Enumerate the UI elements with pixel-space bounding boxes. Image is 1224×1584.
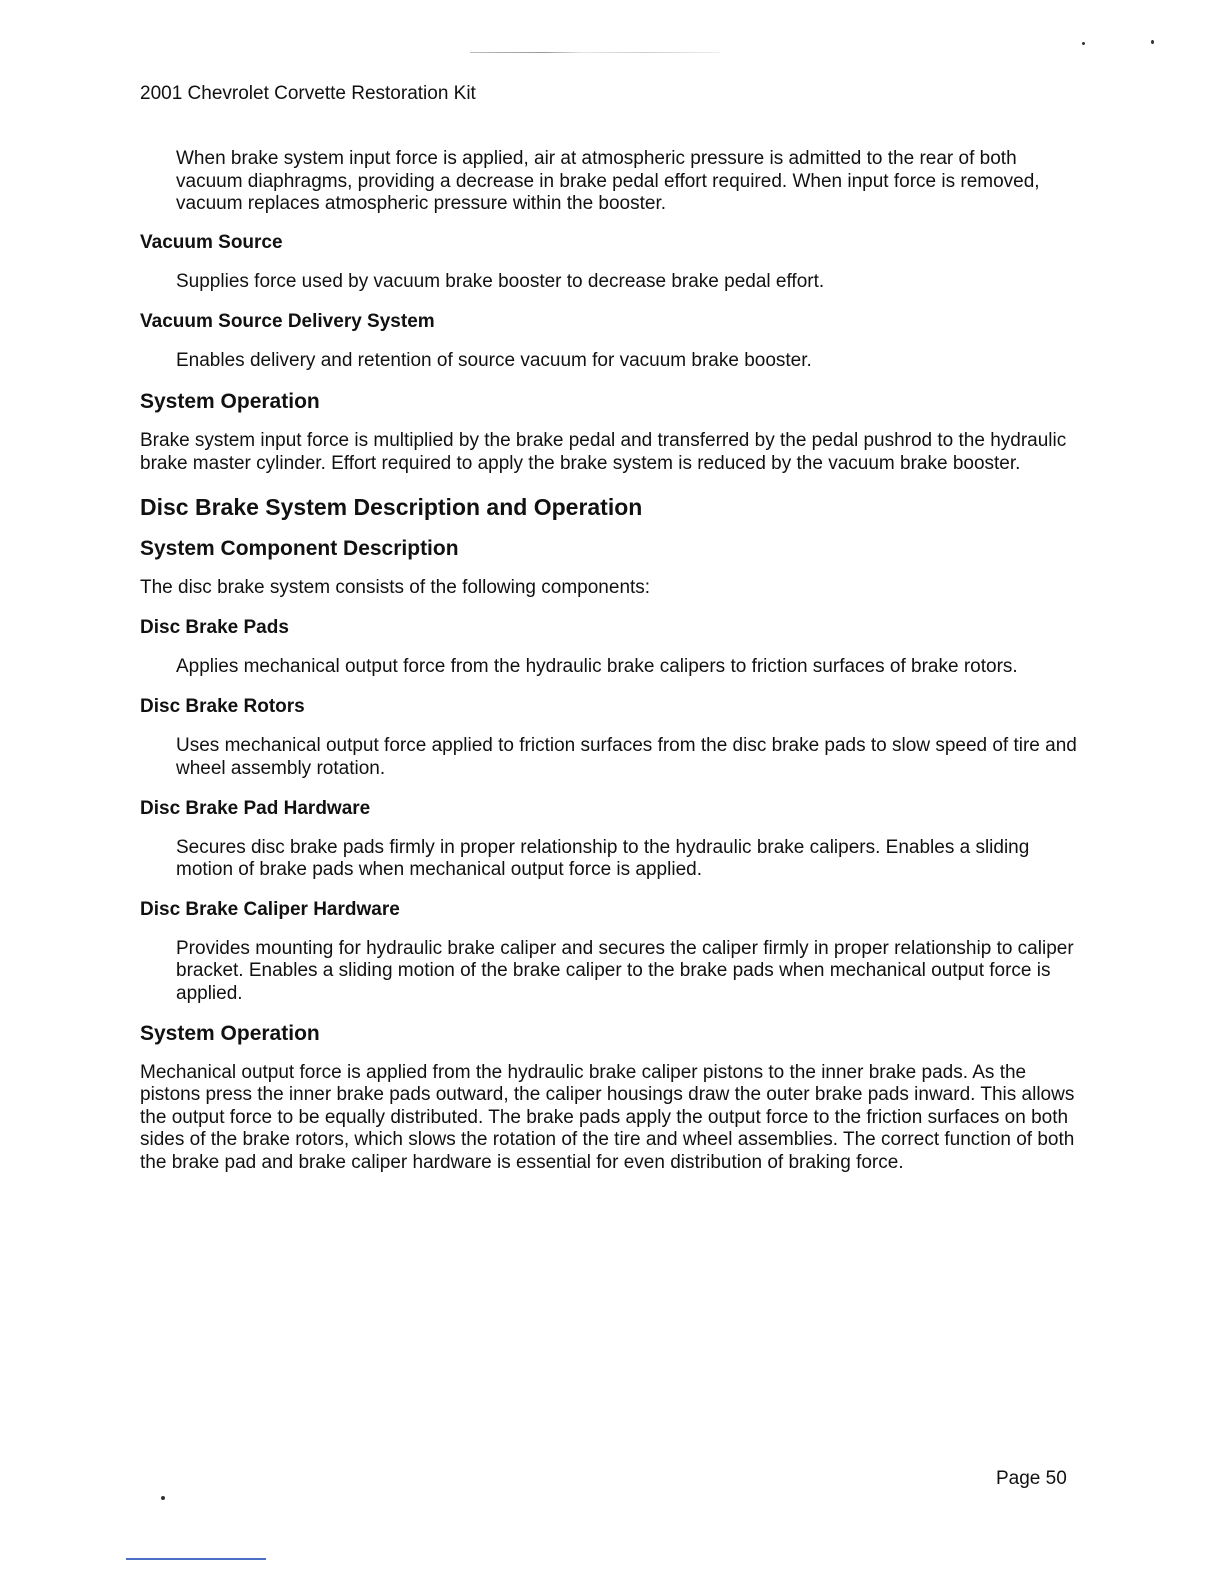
scan-top-line — [470, 52, 720, 53]
paragraph-vacuum-source: Supplies force used by vacuum brake booster to decrease brake pedal effort. — [176, 270, 825, 292]
heading-disc-brake-pads: Disc Brake Pads — [140, 616, 289, 638]
paragraph-vacuum-delivery: Enables delivery and retention of source vacuum for vacuum brake booster. — [176, 350, 812, 372]
heading-system-operation-disc: System Operation — [140, 1021, 320, 1045]
paragraph-system-operation: Brake system input force is multiplied by the brake pedal and transferred by the pedal pushrod to the hydraulic brake master cylinder. Effort required to apply the brake system is reduced by the vacuum brake booster. — [140, 429, 1067, 474]
paragraph-disc-brake-pads: Applies mechanical output force from the hydraulic brake calipers to friction surfaces of brake rotors. — [176, 655, 1018, 677]
paragraph-disc-brake-rotors: Uses mechanical output force applied to friction surfaces from the disc brake pads to slow speed of tire and wheel assembly rotation. — [176, 735, 1077, 779]
paragraph-booster-operation: When brake system input force is applied, air at atmospheric pressure is admitted to the rear of both vacuum diaphragms, providing a decrease in brake pedal effort required. When input force is removed, vacuum replaces atmospheric pressure within the booster. — [176, 148, 1040, 215]
heading-system-component-description: System Component Description — [140, 537, 459, 561]
heading-disc-brake-pad-hardware: Disc Brake Pad Hardware — [140, 797, 371, 819]
page-number: Page 50 — [996, 1468, 1067, 1489]
heading-disc-brake-caliper-hardware: Disc Brake Caliper Hardware — [140, 898, 400, 920]
paragraph-components-intro: The disc brake system consists of the following components: — [140, 577, 651, 599]
scan-speck — [161, 1496, 165, 1500]
heading-disc-brake-rotors: Disc Brake Rotors — [140, 696, 305, 718]
page-header-title: 2001 Chevrolet Corvette Restoration Kit — [140, 83, 476, 104]
scan-bottom-line — [126, 1558, 266, 1560]
paragraph-disc-brake-pad-hardware: Secures disc brake pads firmly in proper relationship to the hydraulic brake calipers. Enables a sliding motion of brake pads when mechanical output force is applied. — [176, 836, 1030, 881]
scan-speck — [1151, 40, 1154, 44]
heading-disc-brake-system: Disc Brake System Description and Operation — [140, 494, 643, 521]
paragraph-disc-brake-caliper-hardware: Provides mounting for hydraulic brake caliper and secures the caliper firmly in proper relationship to caliper bracket. Enables a sliding motion of the brake caliper to the brake pads when mechanical output force is applied. — [176, 937, 1074, 1004]
paragraph-system-operation-disc: Mechanical output force is applied from the hydraulic brake caliper pistons to the inner brake pads. As the pistons press the inner brake pads outward, the caliper housings draw the outer brake pads inward. This allows the output force to be equally distributed. The brake pads apply the output force to the friction surfaces on both sides of the brake rotors, which slows the rotation of the tire and wheel assemblies. The correct function of both the brake pad and brake caliper hardware is essential for even distribution of braking force. — [140, 1061, 1075, 1173]
document-body — [140, 148, 1080, 1174]
heading-system-operation: System Operation — [140, 389, 320, 413]
heading-vacuum-source-delivery: Vacuum Source Delivery System — [140, 311, 435, 333]
scan-speck — [1082, 42, 1085, 45]
heading-vacuum-source: Vacuum Source — [140, 231, 283, 253]
